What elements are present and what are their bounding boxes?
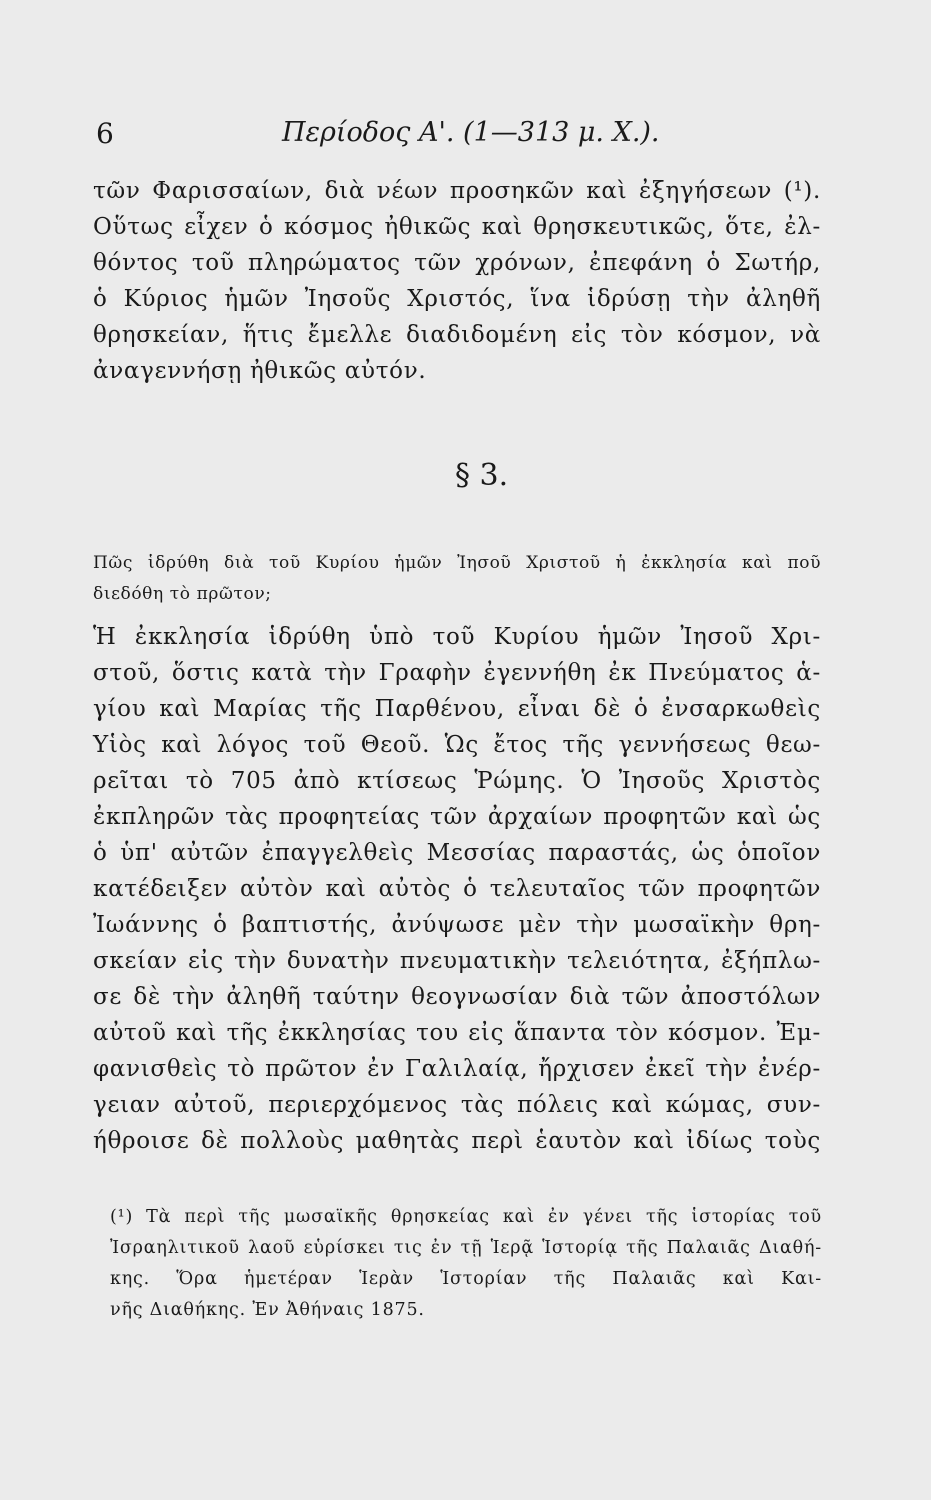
text-line: ὁ Κύριος ἡμῶν Ἰησοῦς Χριστός, ἵνα ἱδρύσῃ τὴν ἀληθῆ (93, 286, 821, 312)
text-line: ρεῖται τὸ 705 ἀπὸ κτίσεως Ῥώμης. Ὁ Ἰησοῦς Χριστὸς (93, 768, 821, 794)
text-line: Ἡ ἐκκλησία ἱδρύθη ὑπὸ τοῦ Κυρίου ἡμῶν Ἰησοῦ Χρι- (93, 624, 821, 650)
text-line: γειαν αὐτοῦ, περιερχόμενος τὰς πόλεις καὶ κώμας, συν- (93, 1092, 821, 1118)
section-heading: § 3. (455, 458, 509, 493)
text-line: σε δὲ τὴν ἀληθῆ ταύτην θεογνωσίαν διὰ τῶν ἀποστόλων (93, 984, 821, 1010)
running-head: Περίοδος Α'. (1—313 μ. Χ.). (282, 117, 660, 148)
text-line: Οὕτως εἶχεν ὁ κόσμος ἠθικῶς καὶ θρησκευτικῶς, ὅτε, ἐλ- (93, 214, 821, 240)
text-line: Ἰωάννης ὁ βαπτιστής, ἀνύψωσε μὲν τὴν μωσαϊκὴν θρη- (93, 912, 821, 938)
text-line: ἀναγεννήσῃ ἠθικῶς αὐτόν. (93, 358, 427, 384)
main-paragraph (93, 619, 821, 1159)
question-line: διεδόθη τὸ πρῶτον; (93, 584, 272, 604)
text-line: φανισθεὶς τὸ πρῶτον ἐν Γαλιλαίᾳ, ἤρχισεν ἐκεῖ τὴν ἐνέρ- (93, 1056, 821, 1082)
text-line: Υἱὸς καὶ λόγος τοῦ Θεοῦ. Ὡς ἔτος τῆς γεννήσεως θεω- (93, 732, 821, 758)
text-line: ὁ ὑπ' αὐτῶν ἐπαγγελθεὶς Μεσσίας παραστάς, ὡς ὁποῖον (93, 840, 821, 866)
text-line: κατέδειξεν αὐτὸν καὶ αὐτὸς ὁ τελευταῖος τῶν προφητῶν (93, 876, 821, 902)
page-header (96, 117, 836, 153)
text-line: ἐκπληρῶν τὰς προφητείας τῶν ἀρχαίων προφητῶν καὶ ὡς (93, 804, 821, 830)
text-line: θόντος τοῦ πληρώματος τῶν χρόνων, ἐπεφάνη ὁ Σωτήρ, (93, 250, 821, 276)
footnote-line: (¹) Τὰ περὶ τῆς μωσαϊκῆς θρησκείας καὶ ἐν γένει τῆς ἱστορίας τοῦ (110, 1207, 822, 1227)
question-line: Πῶς ἱδρύθη διὰ τοῦ Κυρίου ἡμῶν Ἰησοῦ Χριστοῦ ἡ ἐκκλησία καὶ ποῦ (93, 553, 821, 573)
footnote-line: νῆς Διαθήκης. Ἐν Ἀθήναις 1875. (110, 1300, 425, 1320)
section-question (93, 548, 821, 610)
text-line: σκείαν εἰς τὴν δυνατὴν πνευματικὴν τελειότητα, ἐξήπλω- (93, 948, 821, 974)
text-line: στοῦ, ὅστις κατὰ τὴν Γραφὴν ἐγεννήθη ἐκ Πνεύματος ἁ- (93, 660, 821, 686)
text-line: ήθροισε δὲ πολλοὺς μαθητὰς περὶ ἑαυτὸν καὶ ἰδίως τοὺς (93, 1128, 821, 1154)
page-number: 6 (96, 117, 114, 150)
text-line: αὐτοῦ καὶ τῆς ἐκκλησίας του εἰς ἅπαντα τὸν κόσμον. Ἐμ- (93, 1020, 821, 1046)
footnote-line: Ἰσραηλιτικοῦ λαοῦ εὑρίσκει τις ἐν τῇ Ἱερᾷ Ἱστορίᾳ τῆς Παλαιᾶς Διαθή- (110, 1238, 822, 1258)
footnote (110, 1202, 822, 1326)
text-line: θρησκείαν, ἥτις ἔμελλε διαδιδομένη εἰς τὸν κόσμον, νὰ (93, 322, 821, 348)
intro-paragraph (93, 173, 821, 389)
text-line: γίου καὶ Μαρίας τῆς Παρθένου, εἶναι δὲ ὁ ἐνσαρκωθεὶς (93, 696, 821, 722)
text-line: τῶν Φαρισσαίων, διὰ νέων προσηκῶν καὶ ἐξηγήσεων (¹). (93, 178, 821, 204)
footnote-line: κης. Ὅρα ἡμετέραν Ἱερὰν Ἱστορίαν τῆς Παλαιᾶς καὶ Και- (110, 1269, 822, 1289)
